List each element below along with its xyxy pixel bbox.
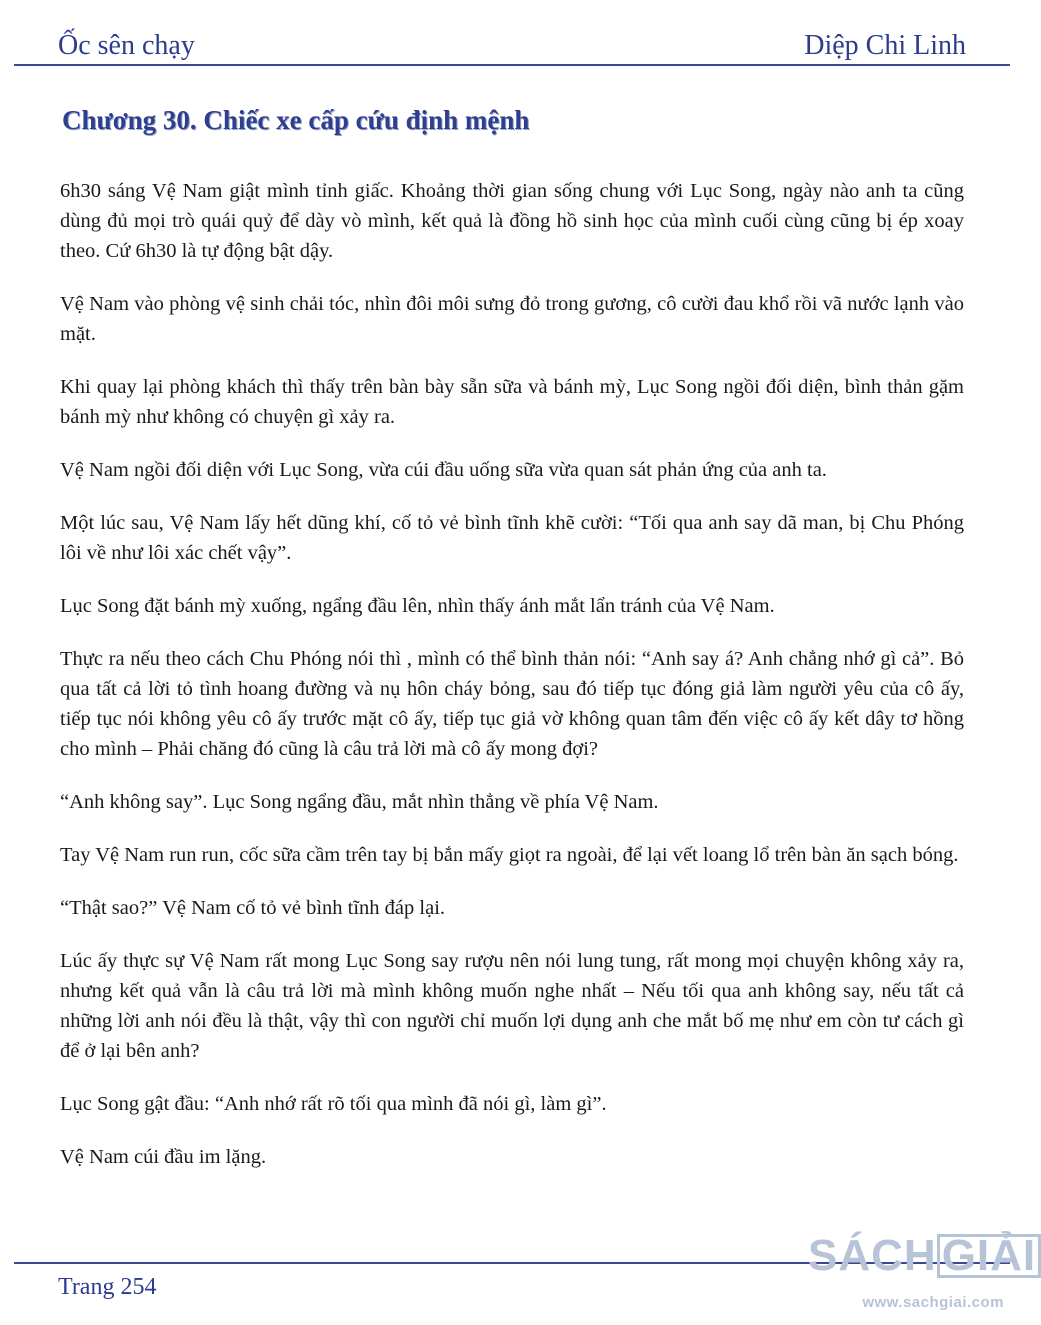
paragraph: Lục Song gật đầu: “Anh nhớ rất rõ tối qua mình đã nói gì, làm gì”. [60,1093,607,1115]
chapter-title: Chương 30. Chiếc xe cấp cứu định mệnh [62,105,530,135]
watermark-logo-boxed-word: GIẢI [937,1234,1041,1278]
paragraph: Vệ Nam cúi đầu im lặng. [60,1146,267,1168]
paragraph: “Anh không say”. Lục Song ngẩng đầu, mắt nhìn thẳng về phía Vệ Nam. [60,791,659,813]
watermark-logo [808,1231,1037,1311]
paragraph: Khi quay lại phòng khách thì thấy trên bàn bày sẵn sữa và bánh mỳ, Lục Song ngồi đối diện, bình thản gặm bánh mỳ như không có chuyện gì xảy ra. [60,376,964,428]
watermark-url: www.sachgiai.com [862,1294,1004,1311]
author-name: Diệp Chi Linh [804,30,966,61]
page-header [58,22,966,62]
watermark-logo-text [808,1231,1037,1280]
header-divider [14,64,1010,66]
page-number: Trang 254 [58,1274,157,1300]
paragraph: Lục Song đặt bánh mỳ xuống, ngẩng đầu lên, nhìn thấy ánh mắt lẩn tránh của Vệ Nam. [60,595,775,617]
paragraph: Vệ Nam vào phòng vệ sinh chải tóc, nhìn đôi môi sưng đỏ trong gương, cô cười đau khổ rồi vã nước lạnh vào mặt. [60,293,964,345]
watermark-logo-word: SÁCH [808,1231,937,1280]
paragraph: Vệ Nam ngồi đối diện với Lục Song, vừa cúi đầu uống sữa vừa quan sát phản ứng của anh ta. [60,459,827,481]
paragraph: 6h30 sáng Vệ Nam giật mình tỉnh giấc. Khoảng thời gian sống chung với Lục Song, ngày nào anh ta cũng dùng đủ mọi trò quái quỷ để dày vò mình, kết quả là đồng hồ sinh học của mình cuối cùng cũng bị ép xoay theo. Cứ 6h30 là tự động bật dậy. [60,180,964,262]
paragraph: “Thật sao?” Vệ Nam cố tỏ vẻ bình tĩnh đáp lại. [60,897,446,919]
chapter-body [60,176,964,1195]
book-title: Ốc sên chạy [58,30,195,61]
paragraph: Tay Vệ Nam run run, cốc sữa cầm trên tay bị bắn mấy giọt ra ngoài, để lại vết loang lổ trên bàn ăn sạch bóng. [60,844,959,866]
paragraph: Thực ra nếu theo cách Chu Phóng nói thì , mình có thể bình thản nói: “Anh say á? Anh chẳng nhớ gì cả”. Bỏ qua tất cả lời tỏ tình hoang đường và nụ hôn cháy bỏng, sau đó tiếp tục đóng giả làm người yêu của cô ấy, tiếp tục nói không yêu cô ấy trước mặt cô ấy, tiếp tục giả vờ không quan tâm đến việc cô ấy kết dây tơ hồng cho mình – Phải chăng đó cũng là câu trả lời mà cô ấy mong đợi? [60,648,964,760]
paragraph: Lúc ấy thực sự Vệ Nam rất mong Lục Song say rượu nên nói lung tung, rất mong mọi chuyện không xảy ra, nhưng kết quả vẫn là câu trả lời mà mình không muốn nghe nhất – Nếu tối qua anh không say, nếu tất cả những lời anh nói đều là thật, vậy thì con người chỉ muốn lợi dụng anh che mắt bố mẹ như em còn tư cách gì để ở lại bên anh? [60,950,964,1062]
paragraph: Một lúc sau, Vệ Nam lấy hết dũng khí, cố tỏ vẻ bình tĩnh khẽ cười: “Tối qua anh say dã man, bị Chu Phóng lôi về như lôi xác chết vậy”. [60,512,964,564]
